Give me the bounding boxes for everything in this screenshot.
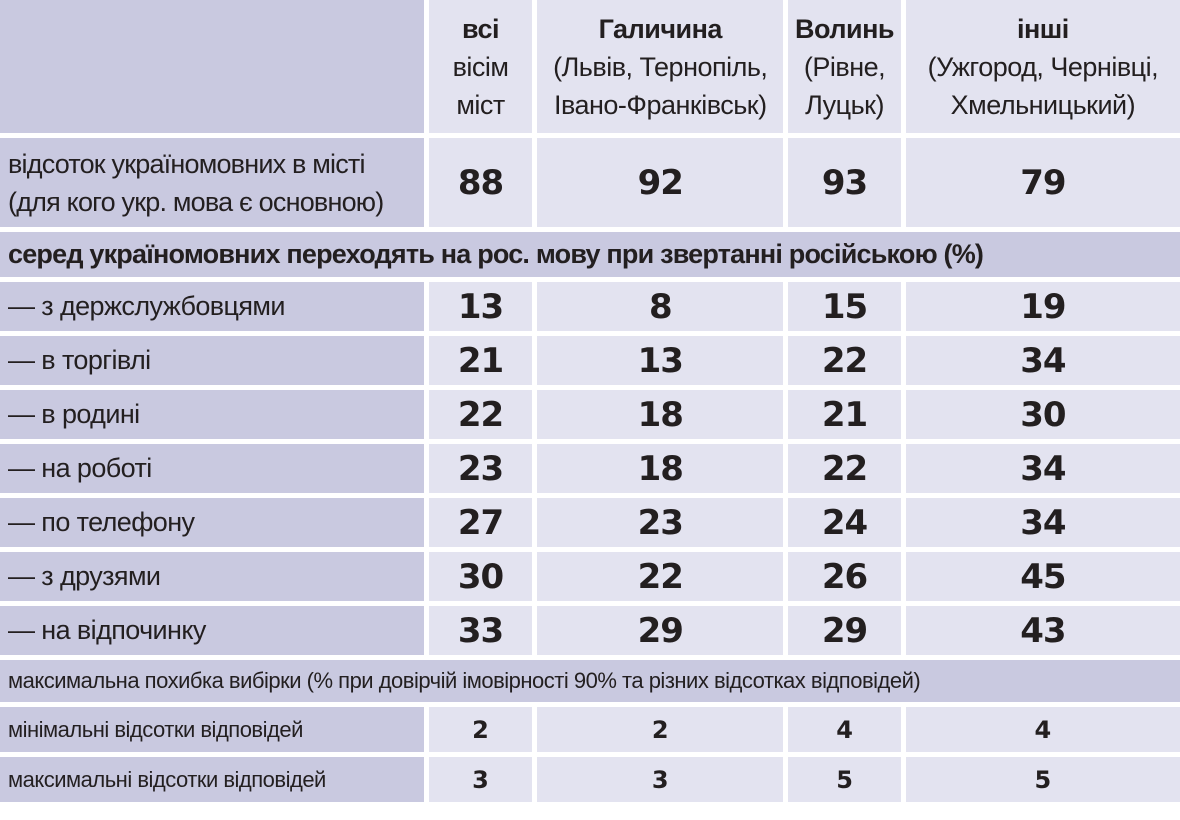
row-value: 22 — [429, 390, 532, 439]
row-value: 15 — [788, 282, 900, 331]
row-value: 19 — [906, 282, 1180, 331]
table-row — [0, 336, 1180, 385]
row-label: — по телефону — [0, 498, 424, 547]
row-label: — на роботі — [0, 444, 424, 493]
share-value-other: 79 — [906, 138, 1180, 227]
row-value: 21 — [788, 390, 900, 439]
row-value: 43 — [906, 606, 1180, 655]
error-value: 5 — [788, 757, 900, 802]
error-value: 3 — [537, 757, 783, 802]
error-row — [0, 757, 1180, 802]
row-label: — з держслужбовцями — [0, 282, 424, 331]
share-value-all: 88 — [429, 138, 532, 227]
row-value: 22 — [788, 444, 900, 493]
row-value: 34 — [906, 336, 1180, 385]
row-value: 13 — [429, 282, 532, 331]
row-value: 24 — [788, 498, 900, 547]
row-value: 30 — [906, 390, 1180, 439]
header-all-cities-line3: міст — [456, 89, 505, 120]
header-galychyna — [537, 0, 783, 133]
share-value-volyn: 93 — [788, 138, 900, 227]
row-value: 29 — [788, 606, 900, 655]
row-value: 30 — [429, 552, 532, 601]
row-value: 21 — [429, 336, 532, 385]
section-title: серед україномовних переходять на рос. мову при звертанні російською (%) — [0, 232, 1180, 277]
error-value: 5 — [906, 757, 1180, 802]
row-value: 22 — [788, 336, 900, 385]
share-row — [0, 138, 1180, 227]
header-corner-cell — [0, 0, 424, 133]
error-title: максимальна похибка вибірки (% при довірчій імовірності 90% та різних відсотках відповідей) — [0, 660, 1180, 702]
header-galychyna-cities1: (Львів, Тернопіль, — [553, 51, 768, 82]
section-title-row — [0, 232, 1180, 277]
error-title-row — [0, 660, 1180, 702]
row-value: 34 — [906, 444, 1180, 493]
error-value: 4 — [906, 707, 1180, 752]
table-row — [0, 606, 1180, 655]
error-value: 2 — [537, 707, 783, 752]
row-value: 27 — [429, 498, 532, 547]
row-label: — з друзями — [0, 552, 424, 601]
error-value: 4 — [788, 707, 900, 752]
row-value: 23 — [537, 498, 783, 547]
table-row — [0, 390, 1180, 439]
row-label: — в торгівлі — [0, 336, 424, 385]
share-label-line1: відсоток україномовних в місті — [8, 148, 365, 179]
error-row-label: мінімальні відсотки відповідей — [0, 707, 424, 752]
row-value: 23 — [429, 444, 532, 493]
header-all-cities-line2: вісім — [452, 51, 509, 82]
row-value: 22 — [537, 552, 783, 601]
row-value: 26 — [788, 552, 900, 601]
error-value: 2 — [429, 707, 532, 752]
header-other-cities2: Хмельницький) — [950, 89, 1136, 120]
row-value: 33 — [429, 606, 532, 655]
header-volyn-title: Волинь — [795, 13, 895, 44]
header-other-cities1: (Ужгород, Чернівці, — [927, 51, 1159, 82]
header-galychyna-title: Галичина — [598, 13, 722, 44]
row-value: 13 — [537, 336, 783, 385]
row-value: 8 — [537, 282, 783, 331]
row-label: — в родині — [0, 390, 424, 439]
table-row — [0, 552, 1180, 601]
error-row-label: максимальні відсотки відповідей — [0, 757, 424, 802]
header-other-title: інші — [1016, 13, 1069, 44]
row-value: 18 — [537, 444, 783, 493]
row-value: 18 — [537, 390, 783, 439]
row-label: — на відпочинку — [0, 606, 424, 655]
share-row-label — [0, 138, 424, 227]
table-row — [0, 282, 1180, 331]
header-all-cities-line1: всі — [462, 13, 499, 44]
share-label-line2: (для кого укр. мова є основною) — [8, 186, 384, 217]
error-row — [0, 707, 1180, 752]
header-galychyna-cities2: Івано-Франківськ) — [553, 89, 767, 120]
row-value: 34 — [906, 498, 1180, 547]
row-value: 29 — [537, 606, 783, 655]
table-row — [0, 498, 1180, 547]
header-all-cities — [429, 0, 532, 133]
share-value-galychyna: 92 — [537, 138, 783, 227]
row-value: 45 — [906, 552, 1180, 601]
header-volyn — [788, 0, 900, 133]
header-other — [906, 0, 1180, 133]
header-row — [0, 0, 1180, 133]
header-volyn-cities1: (Рівне, — [803, 51, 886, 82]
header-volyn-cities2: Луцьк) — [805, 89, 884, 120]
table-row — [0, 444, 1180, 493]
error-value: 3 — [429, 757, 532, 802]
